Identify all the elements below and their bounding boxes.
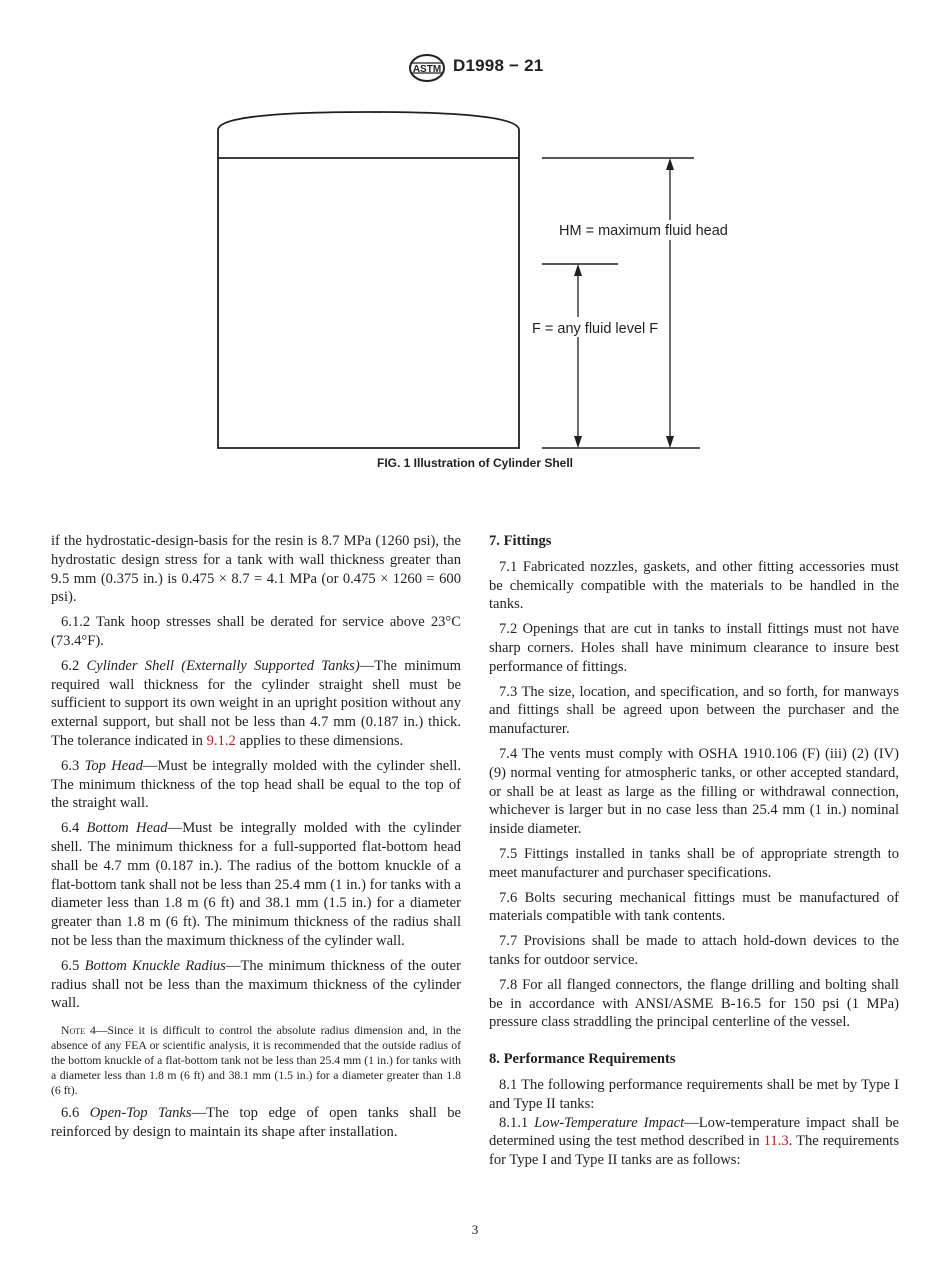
f-arrow-up-icon bbox=[574, 264, 582, 276]
paragraph-6-2: 6.2 Cylinder Shell (Externally Supported Tanks)—The minimum required wall thickness for the cylinder straight shell must be sufficient to support its own weight in an upright position without any external support, but shall not be less than 4.7 mm (0.187 in.) thick. The tolerance indicated in 9.1.2 applies to these dimensions. bbox=[51, 657, 461, 749]
reference-link-11-3[interactable]: 11.3 bbox=[763, 1133, 789, 1150]
f-arrow-down-icon bbox=[574, 436, 582, 448]
paragraph-7-2: 7.2 Openings that are cut in tanks to install fittings must not have sharp corners. Holes shall have minimum clearance to insure best performance of fittings. bbox=[489, 621, 899, 675]
paragraph-7-7: 7.7 Provisions shall be made to attach hold-down devices to the tanks for outdoor service. bbox=[489, 933, 899, 968]
paragraph-7-8: 7.8 For all flanged connectors, the flange drilling and bolting shall be in accordance with ANSI/ASME B-16.5 for 150 psi (1 MPa) pressure class straddling the principal centerline of the vessel. bbox=[489, 976, 899, 1031]
astm-logo bbox=[407, 53, 447, 83]
tank-outline bbox=[218, 112, 519, 448]
hm-label: HM = maximum fluid head bbox=[559, 223, 728, 239]
paragraph-7-3: 7.3 The size, location, and specification, and so forth, for manways and fittings shall be agreed upon between the purchaser and the manufacturer. bbox=[489, 683, 899, 738]
paragraph-6-5: 6.5 Bottom Knuckle Radius—The minimum thickness of the outer radius shall not be less than the maximum thickness of the cylinder wall. bbox=[51, 957, 461, 1012]
standard-designation: D1998 − 21 bbox=[453, 56, 544, 75]
paragraph-7-5: 7.5 Fittings installed in tanks shall be of appropriate strength to meet manufacturer and purchaser specifications. bbox=[489, 845, 899, 881]
logo-lettering: ASTM bbox=[412, 64, 442, 75]
paragraph-6-3: 6.3 Top Head—Must be integrally molded with the cylinder shell. The minimum thickness of the top head shall be equal to the top of the straight wall. bbox=[51, 757, 461, 812]
hm-arrow-up-icon bbox=[666, 158, 674, 170]
page-number: 3 bbox=[471, 1222, 479, 1237]
page-header bbox=[0, 53, 950, 85]
figure-caption: FIG. 1 Illustration of Cylinder Shell bbox=[376, 456, 574, 470]
note-4: Note 4—Since it is difficult to control the absolute radius dimension and, in the absence of any FEA or scientific analysis, it is recommended that the outside radius of the bottom knuckle of a flat-bottom tank not be less than 25.4 mm (1 in.) for tanks with a diameter less than 1.8 m (6 ft) and 38.1 mm (1.5 in.) for a diameter greater than 1.8 (6 ft). bbox=[51, 1024, 461, 1098]
left-column bbox=[51, 532, 461, 1148]
paragraph-6-4: 6.4 Bottom Head—Must be integrally molded with the cylinder shell. The minimum thickness for a full-supported flat-bottom head shall be 4.7 mm (0.187 in.). The radius of the bottom knuckle of a flat-bottom tank shall not be less than 25.4 mm (1 in.) for tanks with a diameter less than 1.8 m (6 ft) and 38.1 mm (1.5 in.) for a diameter greater than 1.8 m (6 ft). The minimum thickness of the radius shall not be less than the maximum thickness of the cylinder wall. bbox=[51, 820, 461, 949]
paragraph-8-1-1: 8.1.1 Low-Temperature Impact—Low-temperature impact shall be determined using the test method described in 11.3. The requirements for Type I and Type II tanks are as follows: bbox=[489, 1114, 899, 1169]
paragraph-8-1: 8.1 The following performance requirements shall be met by Type I and Type II tanks: bbox=[489, 1076, 899, 1112]
paragraph-7-6: 7.6 Bolts securing mechanical fittings must be manufactured of materials compatible with tank contents. bbox=[489, 889, 899, 925]
right-column bbox=[489, 532, 899, 1170]
f-label: F = any fluid level F bbox=[532, 321, 659, 337]
paragraph-6-1-2: 6.1.2 Tank hoop stresses shall be derated for service above 23°C (73.4°F). bbox=[51, 614, 461, 649]
paragraph-6-1-1-continued: if the hydrostatic-design-basis for the resin is 8.7 MPa (1260 psi), the hydrostatic design stress for a tank with wall thickness greater than 9.5 mm (0.375 in.) is 0.475 × 8.7 = 4.1 MPa (or 0.475 × 1260 = 600 psi). bbox=[51, 533, 461, 606]
section-8-title: 8. Performance Requirements bbox=[489, 1051, 676, 1068]
paragraph-7-1: 7.1 Fabricated nozzles, gaskets, and other fitting accessories must be chemically compatible with the materials to be handled in the tanks. bbox=[489, 558, 899, 613]
section-7-title: 7. Fittings bbox=[489, 533, 552, 549]
cylinder-shell-figure bbox=[0, 100, 950, 455]
hm-arrow-down-icon bbox=[666, 436, 674, 448]
reference-link-9-1-2[interactable]: 9.1.2 bbox=[206, 732, 236, 749]
paragraph-6-6: 6.6 Open-Top Tanks—The top edge of open tanks shall be reinforced by design to maintain its shape after installation. bbox=[51, 1105, 462, 1140]
paragraph-7-4: 7.4 The vents must comply with OSHA 1910.106 (F) (iii) (2) (IV) (9) normal venting for atmospheric tanks, or other accepted standard, or shall be at least as large as the filling or withdrawal connection, whichever is larger but in no case less than 25.4 mm (1 in.) nominal inside diameter. bbox=[489, 745, 899, 838]
